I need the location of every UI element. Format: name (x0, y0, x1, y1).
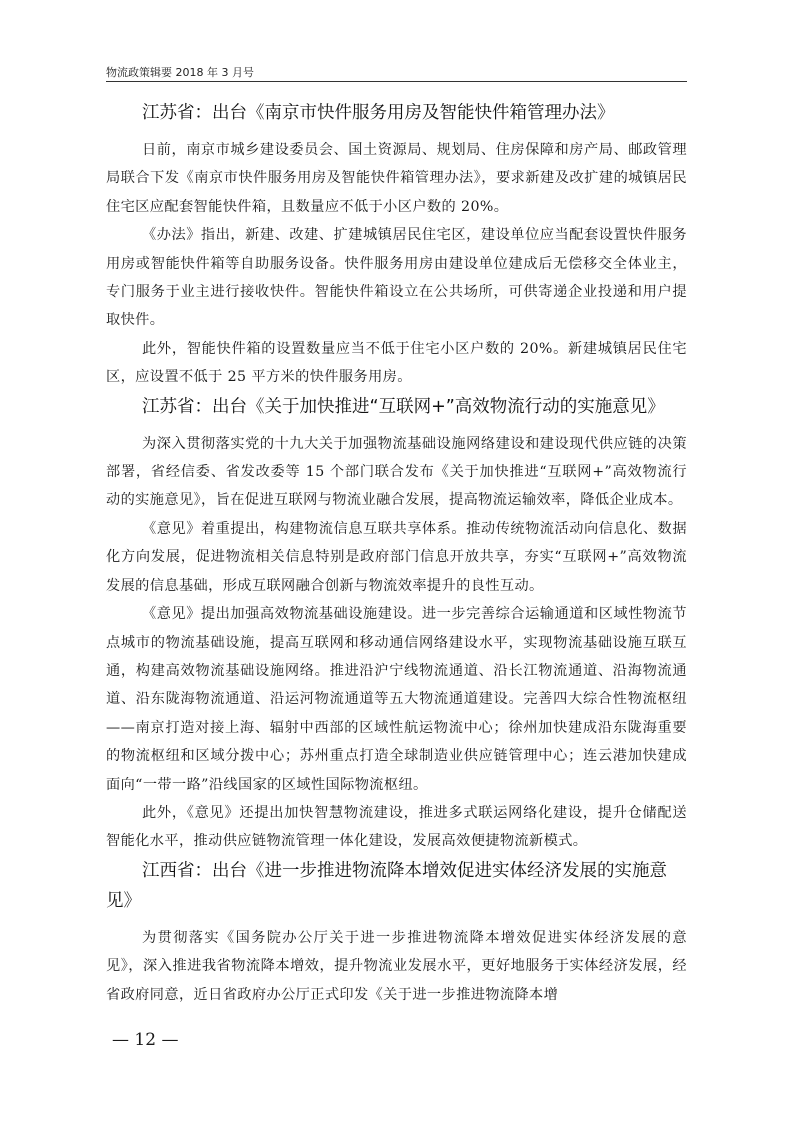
section-title: 江西省：出台《进一步推进物流降本增效促进实体经济发展的实施意见》 (106, 860, 667, 911)
page-number: — 12 — (112, 1030, 179, 1050)
paragraph: 《意见》提出加强高效物流基础设施建设。进一步完善综合运输通道和区域性物流节点城市的物流基础设施，提高互联网和移动通信网络建设水平，实现物流基础设施互联互通，构建高效物流基础设施网络。推进沿沪宁线物流通道、沿长江物流通道、沿海物流通道、沿东陇海物流通道、沿运河物流通道等五大物流通道建设。完善四大综合性物流枢纽——南京打造对接上海、辐射中西部的区域性航运物流中心；徐州加快建成沿东陇海重要的物流枢纽和区域分拨中心；苏州重点打造全球制造业供应链管理中心；连云港加快建成面向“一带一路”沿线国家的区域性国际物流枢纽。 (106, 606, 687, 793)
paragraph: 日前，南京市城乡建设委员会、国土资源局、规划局、住房保障和房产局、邮政管理局联合下发《南京市快件服务用房及智能快件箱管理办法》，要求新建及改扩建的城镇居民住宅区应配套智能快件箱，且数量应不低于小区户数的 20%。 (106, 142, 687, 215)
section-title: 江苏省：出台《关于加快推进“互联网+”高效物流行动的实施意见》 (142, 396, 665, 417)
running-header: 物流政策辑要 2018 年 3 月号 (106, 66, 254, 79)
section-jiangsu-nanjing (106, 98, 687, 392)
paragraph: 此外，《意见》还提出加快智慧物流建设，推进多式联运网络化建设，提升仓储配送智能化水平，推动供应链物流管理一体化建设，发展高效便捷物流新模式。 (106, 804, 687, 850)
header-divider (106, 81, 687, 82)
section-jiangxi (106, 856, 687, 1009)
paragraph: 此外，智能快件箱的设置数量应当不低于住宅小区户数的 20%。新建城镇居民住宅区，应设置不低于 25 平方米的快件服务用房。 (106, 340, 687, 386)
section-jiangsu-internet-logistics (106, 392, 687, 856)
paragraph: 为深入贯彻落实党的十九大关于加强物流基础设施网络建设和建设现代供应链的决策部署，省经信委、省发改委等 15 个部门联合发布《关于加快推进“互联网+”高效物流行动的实施意见》，旨在促进互联网与物流业融合发展，提高物流运输效率，降低企业成本。 (106, 435, 687, 509)
paragraph: 《办法》指出，新建、改建、扩建城镇居民住宅区，建设单位应当配套设置快件服务用房或智能快件箱等自助服务设备。快件服务用房由建设单位建成后无偿移交全体业主，专门服务于业主进行接收快件。智能快件箱设立在公共场所，可供寄递企业投递和用户提取快件。 (106, 227, 687, 329)
section-title: 江苏省：出台《南京市快件服务用房及智能快件箱管理办法》 (142, 103, 615, 123)
paragraph: 为贯彻落实《国务院办公厅关于进一步推进物流降本增效促进实体经济发展的意见》，深入推进我省物流降本增效，提升物流业发展水平，更好地服务于实体经济发展，经省政府同意，近日省政府办公厅正式印发《关于进一步推进物流降本增 (106, 929, 687, 1003)
page-body (106, 92, 687, 1009)
paragraph: 《意见》着重提出，构建物流信息互联共享体系。推动传统物流活动向信息化、数据化方向发展，促进物流相关信息特别是政府部门信息开放共享，夯实“互联网+”高效物流发展的信息基础，形成互联网融合创新与物流效率提升的良性互动。 (106, 520, 687, 594)
